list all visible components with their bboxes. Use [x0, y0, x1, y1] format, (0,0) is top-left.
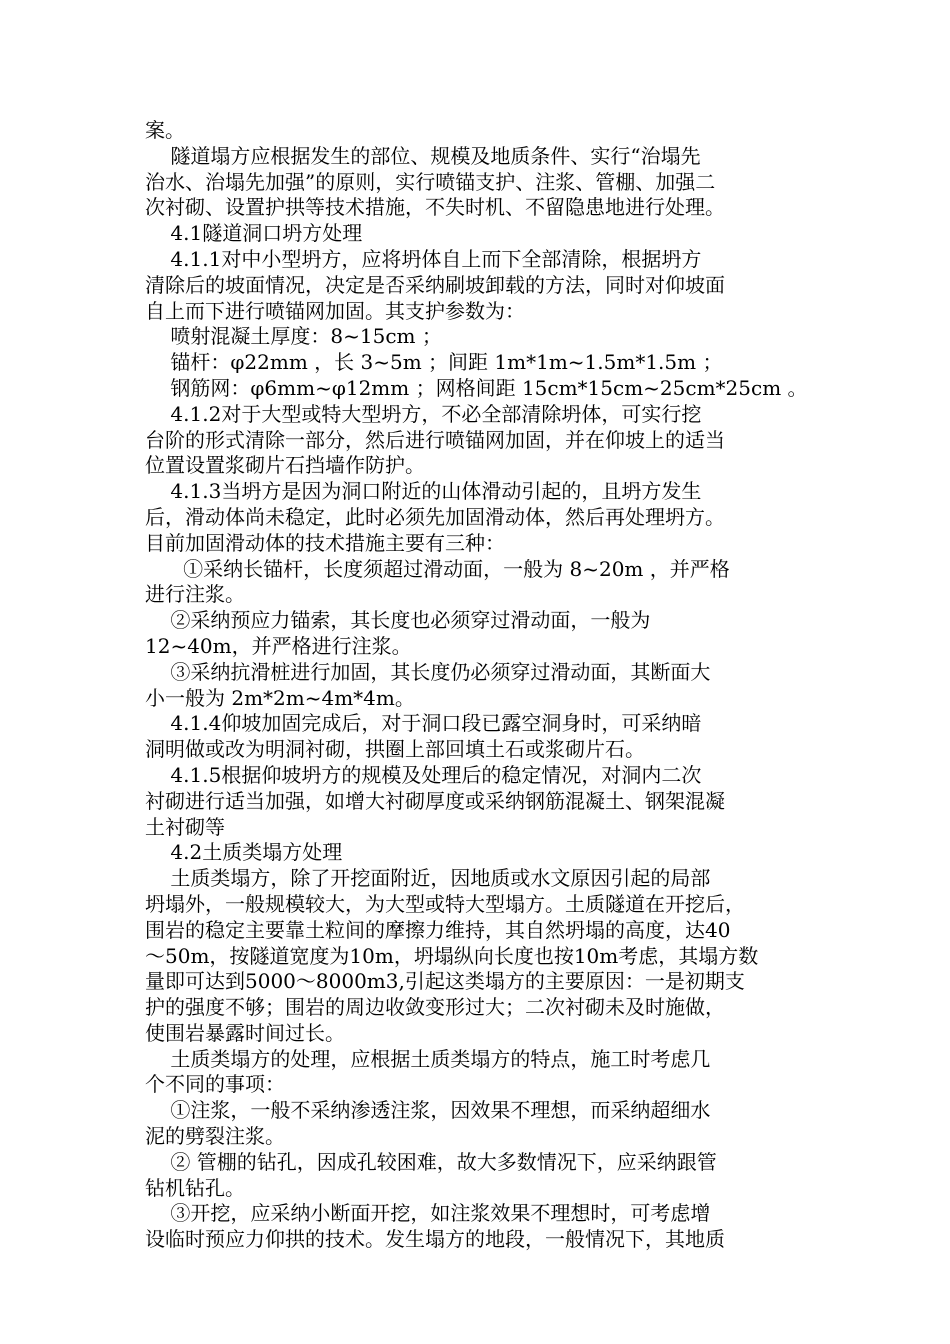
text-line: 小一般为 2m*2m~4m*4m。 [145, 685, 415, 710]
text-line: 喷射混凝土厚度：8~15cm ； [145, 324, 442, 349]
text-line: ①采纳长锚杆，长度须超过滑动面，一般为 8~20m ，并严格 [145, 556, 730, 581]
text-line: 泥的劈裂注浆。 [145, 1124, 285, 1149]
text-line: 4.1.2对于大型或特大型坍方，不必全部清除坍体，可实行挖 [145, 401, 702, 426]
section-heading: 4.2土质类塌方处理 [145, 840, 343, 865]
text-line: 4.1.3当坍方是因为洞口附近的山体滑动引起的，且坍方发生 [145, 479, 702, 504]
text-line: 后，滑动体尚未稳定，此时必须先加固滑动体，然后再处理坍方。 [145, 504, 725, 529]
text-line: 4.1.4仰坡加固完成后，对于洞口段已露空洞身时，可采纳暗 [145, 711, 702, 736]
text-line: 次衬砌、设置护拱等技术措施，不失时机、不留隐患地进行处理。 [145, 195, 725, 220]
text-line: ② 管棚的钻孔，因成孔较困难，故大多数情况下，应采纳跟管 [145, 1149, 717, 1174]
text-line: 4.1.1对中小型坍方，应将坍体自上而下全部清除，根据坍方 [145, 246, 702, 271]
text-line: 隧道塌方应根据发生的部位、规模及地质条件、实行“治塌先 [145, 143, 701, 168]
text-line: 设临时预应力仰拱的技术。发生塌方的地段，一般情况下，其地质 [145, 1227, 725, 1252]
text-line: 锚杆：φ22mm ，长 3~5m ；间距 1m*1m~1.5m*1.5m ； [145, 350, 723, 375]
text-line: 量即可达到5000～8000m3,引起这类塌方的主要原因：一是初期支 [145, 969, 745, 994]
text-line: ②采纳预应力锚索，其长度也必须穿过滑动面，一般为 [145, 608, 651, 633]
text-line: 使围岩暴露时间过长。 [145, 1020, 345, 1045]
text-line: 治水、治塌先加强”的原则，实行喷锚支护、注浆、管棚、加强二 [145, 169, 716, 194]
text-line: 土质类塌方的处理，应根据土质类塌方的特点，施工时考虑几 [145, 1046, 711, 1071]
text-line: 土衬砌等 [145, 814, 225, 839]
text-line: 进行注浆。 [145, 582, 245, 607]
text-line: 案。 [145, 118, 185, 142]
section-heading: 4.1隧道洞口坍方处理 [145, 221, 363, 246]
text-line: 洞明做或改为明洞衬砌，拱圈上部回填土石或浆砌片石。 [145, 737, 645, 762]
text-line: ③采纳抗滑桩进行加固，其长度仍必须穿过滑动面，其断面大 [145, 659, 711, 684]
text-line: 护的强度不够；围岩的周边收敛变形过大；二次衬砌未及时施做， [145, 995, 725, 1020]
text-line: 4.1.5根据仰坡坍方的规模及处理后的稳定情况，对洞内二次 [145, 762, 702, 787]
text-line: ①注浆，一般不采纳渗透注浆，因效果不理想，而采纳超细水 [145, 1098, 711, 1123]
text-line: 台阶的形式清除一部分，然后进行喷锚网加固，并在仰坡上的适当 [145, 427, 725, 452]
text-line: ～50m，按隧道宽度为10m，坍塌纵向长度也按10m考虑，其塌方数 [145, 943, 759, 968]
document-body [145, 118, 808, 1253]
text-line: 目前加固滑动体的技术措施主要有三种： [145, 530, 505, 555]
text-line: 土质类塌方，除了开挖面附近，因地质或水文原因引起的局部 [145, 866, 711, 891]
text-line: 钻机钻孔。 [145, 1175, 245, 1200]
text-line: ③开挖，应采纳小断面开挖，如注浆效果不理想时，可考虑增 [145, 1201, 711, 1226]
text-line: 围岩的稳定主要靠土粒间的摩擦力维持，其自然坍塌的高度，达40 [145, 917, 731, 942]
text-line: 12~40m，并严格进行注浆。 [145, 633, 412, 658]
text-line: 自上而下进行喷锚网加固。其支护参数为： [145, 298, 525, 323]
text-line: 衬砌进行适当加强，如增大衬砌厚度或采纳钢筋混凝土、钢架混凝 [145, 788, 725, 813]
text-line: 坍塌外，一般规模较大，为大型或特大型塌方。土质隧道在开挖后， [145, 891, 745, 916]
text-line: 位置设置浆砌片石挡墙作防护。 [145, 453, 425, 478]
text-line: 钢筋网：φ6mm~φ12mm ；网格间距 15cm*15cm~25cm*25cm 。 [145, 375, 808, 400]
text-line: 清除后的坡面情况，决定是否采纳刷坡卸载的方法，同时对仰坡面 [145, 272, 725, 297]
text-line: 个不同的事项： [145, 1072, 285, 1097]
